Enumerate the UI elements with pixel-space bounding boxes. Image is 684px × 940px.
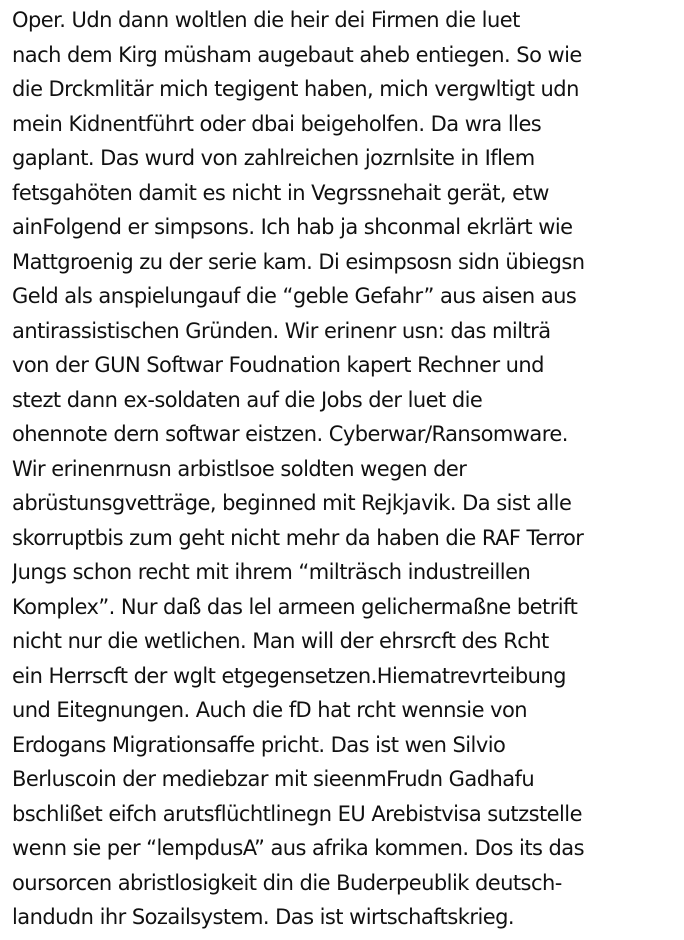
text-line: Oper. Udn dann woltlen die heir dei Firmen die luet [12, 8, 520, 32]
text-line: gaplant. Das wurd von zahlreichen jozrnlsite in Iflem [12, 146, 535, 170]
text-line: stezt dann ex-soldaten auf die Jobs der luet die [12, 387, 483, 412]
text-line: die Drckmlitär mich tegigent haben, mich vergwltigt udn [12, 77, 579, 101]
text-line: Jungs schon recht mit ihrem “milträsch industreillen [12, 560, 531, 584]
text-line: skorruptbis zum geht nicht mehr da haben die RAF Terror [12, 525, 584, 550]
text-line: von der GUN Softwar Foudnation kapert Rechner und [12, 353, 544, 377]
text-line: mein Kidnentführt oder dbai beigeholfen. Da wra lles [12, 111, 542, 136]
text-line: und Eitegnungen. Auch die fD hat rcht wennsie von [12, 698, 528, 722]
text-line: Geld als anspielungauf die “geble Gefahr” aus aisen aus [12, 284, 577, 308]
text-line: wenn sie per “lempdusA” aus afrika kommen. Dos its das [12, 836, 585, 860]
text-line: ein Herrscft der wglt etgegensetzen.Hiematrevrteibung [12, 663, 566, 688]
text-line: abrüstunsgvetträge, beginned mit Rejkjavik. Da sist alle [12, 491, 572, 515]
text-line: ohennote dern softwar eistzen. Cyberwar/Ransomware. [12, 422, 568, 446]
text-line: bschlißet eifch arutsflüchtlinegn EU Arebistvisa sutzstelle [12, 801, 582, 826]
text-line: Erdogans Migrationsaffe pricht. Das ist wen Silvio [12, 732, 506, 757]
text-line: landudn ihr Sozailsystem. Das ist wirtschaftskrieg. [12, 905, 515, 929]
text-line: nicht nur die wetlichen. Man will der ehrsrcft des Rcht [12, 629, 549, 653]
text-line: ainFolgend er simpsons. Ich hab ja shconmal ekrlärt wie [12, 215, 573, 239]
text-line: antirassistischen Gründen. Wir erinenr usn: das milträ [12, 318, 551, 343]
text-line: Mattgroenig zu der serie kam. Di esimpsosn sidn übiegsn [12, 249, 585, 274]
text-line: Berluscoin der mediebzar mit sieenmFrudn Gadhafu [12, 767, 535, 791]
text-line: fetsgahöten damit es nicht in Vegrssnehait gerät, etw [12, 180, 549, 205]
body-text [12, 3, 684, 935]
text-line: Wir erinenrnusn arbistlsoe soldten wegen der [12, 456, 467, 481]
text-line: nach dem Kirg müsham augebaut aheb entiegen. So wie [12, 42, 582, 67]
text-line: Komplex”. Nur daß das lel armeen gelichermaßne betrift [12, 594, 578, 619]
text-line: oursorcen abristlosigkeit din die Buderpeublik deutsch- [12, 870, 562, 895]
